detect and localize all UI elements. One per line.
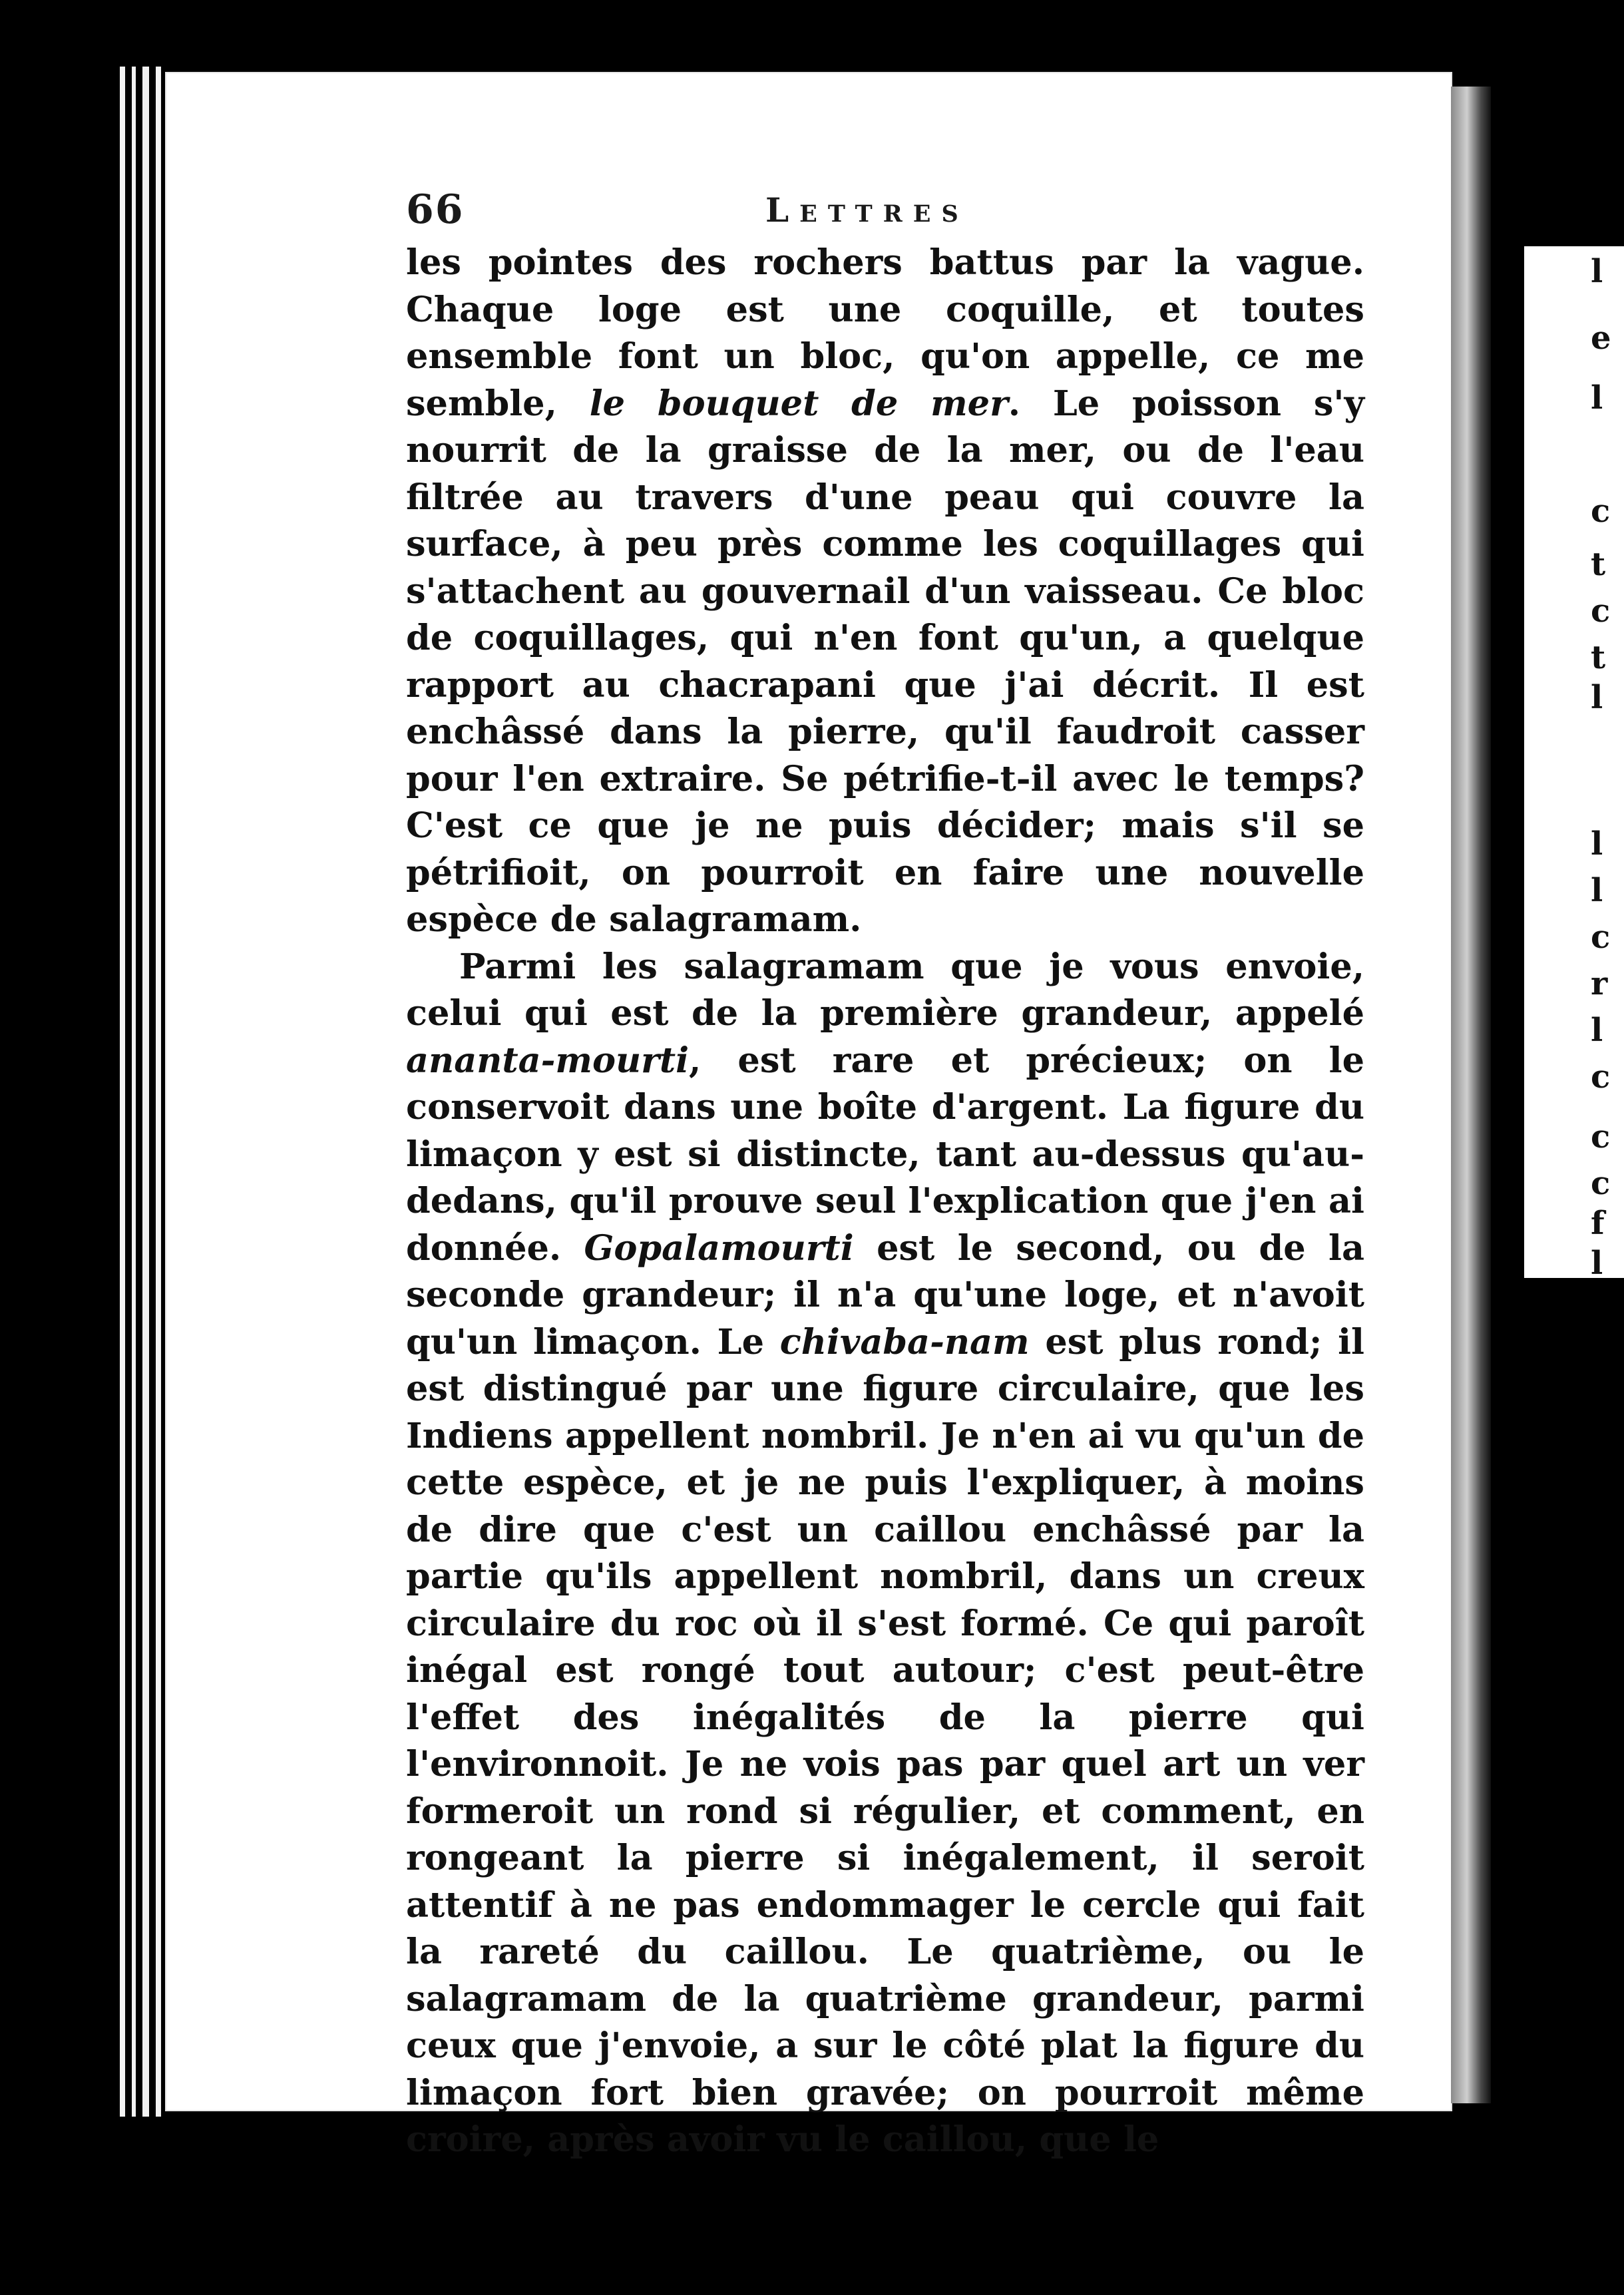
- book-spine-edge: [120, 67, 166, 2117]
- page-number: 66: [406, 186, 465, 233]
- next-page-letter: f: [1591, 1205, 1605, 1242]
- next-page-letter: l: [1591, 253, 1603, 290]
- next-page-letter: l: [1591, 872, 1603, 909]
- next-page-letter: l: [1591, 679, 1603, 716]
- next-page-letter: e: [1591, 319, 1611, 357]
- next-page-letter: c: [1591, 919, 1611, 956]
- next-page-letter: c: [1591, 1058, 1611, 1096]
- running-head: Lettres: [765, 190, 969, 230]
- paragraph-1: les pointes des rochers battus par la vague. Chaque loge est une coquille, et toutes ensemble font un bloc, qu'on appelle, ce me semble, le bouquet de mer. Le poisson s'y nourrit de la graisse de la mer, ou de l'eau filtrée au travers d'une peau qui couvre la surface, à peu près comme les coquillages qui s'attachent au gouvernail d'un vaisseau. Ce bloc de coquillages, qui n'en font qu'un, a quelque rapport au chacrapani que j'ai décrit. Il est enchâssé dans la pierre, qu'il faudroit casser pour l'en extraire. Se pétrifie-t-il avec le temps? C'est ce que je ne puis décider; mais s'il se pétrifioit, on pourroit en faire une nouvelle espèce de salagramam.: [406, 242, 1364, 940]
- next-page-letter: l: [1591, 379, 1603, 417]
- next-page-fragment: [1524, 246, 1624, 1282]
- paragraph-2: Parmi les salagramam que je vous envoie, celui qui est de la première grandeur, appelé ananta-mourti, est rare et précieux; on le conservoit dans une boîte d'argent. La figure du limaçon y est si distincte, tant au-dessus qu'au-dedans, qu'il prouve seul l'explication que j'en ai donnée. Gopalamourti est le second, ou de la seconde grandeur; il n'a qu'une loge, et n'avoit qu'un limaçon. Le chivaba-nam est plus rond; il est distingué par une figure circulaire, que les Indiens appellent nombril. Je n'en ai vu qu'un de cette espèce, et je ne puis l'expliquer, à moins de dire que c'est un caillou enchâssé par la partie qu'ils appellent nombril, dans un creux circulaire du roc où il s'est formé. Ce qui paroît inégal est rongé tout autour; c'est peut-être l'effet des inégalités de la pierre qui l'environnoit. Je ne vois pas par quel art un ver formeroit un rond si régulier, et comment, en rongeant la pierre si inégalement, il seroit attentif à ne pas endommager le cercle qui fait la rareté du caillou. Le quatrième, ou le salagramam de la quatrième grandeur, parmi ceux que j'envoie, a sur le côté plat la figure du limaçon fort bien gravée; on pourroit même croire, après avoir vu le caillou, que le: [406, 946, 1364, 2160]
- text-column: [406, 186, 1364, 2164]
- next-page-letter: t: [1591, 639, 1606, 676]
- page-header: [406, 186, 1364, 240]
- next-page-letter: r: [1591, 965, 1608, 1002]
- next-page-letter: c: [1591, 1118, 1611, 1155]
- page-gutter: [1491, 100, 1518, 2097]
- body-text: [406, 240, 1364, 2164]
- next-page-letter: l: [1591, 825, 1603, 863]
- next-page-letter: c: [1591, 1165, 1611, 1202]
- next-page-letter: l: [1591, 1012, 1603, 1049]
- next-page-letter: l: [1591, 1245, 1603, 1282]
- next-page-letter: c: [1591, 493, 1611, 530]
- next-page-letter: c: [1591, 592, 1611, 630]
- next-page-letter: t: [1591, 546, 1606, 583]
- page-edge-shadow: [1451, 87, 1491, 2103]
